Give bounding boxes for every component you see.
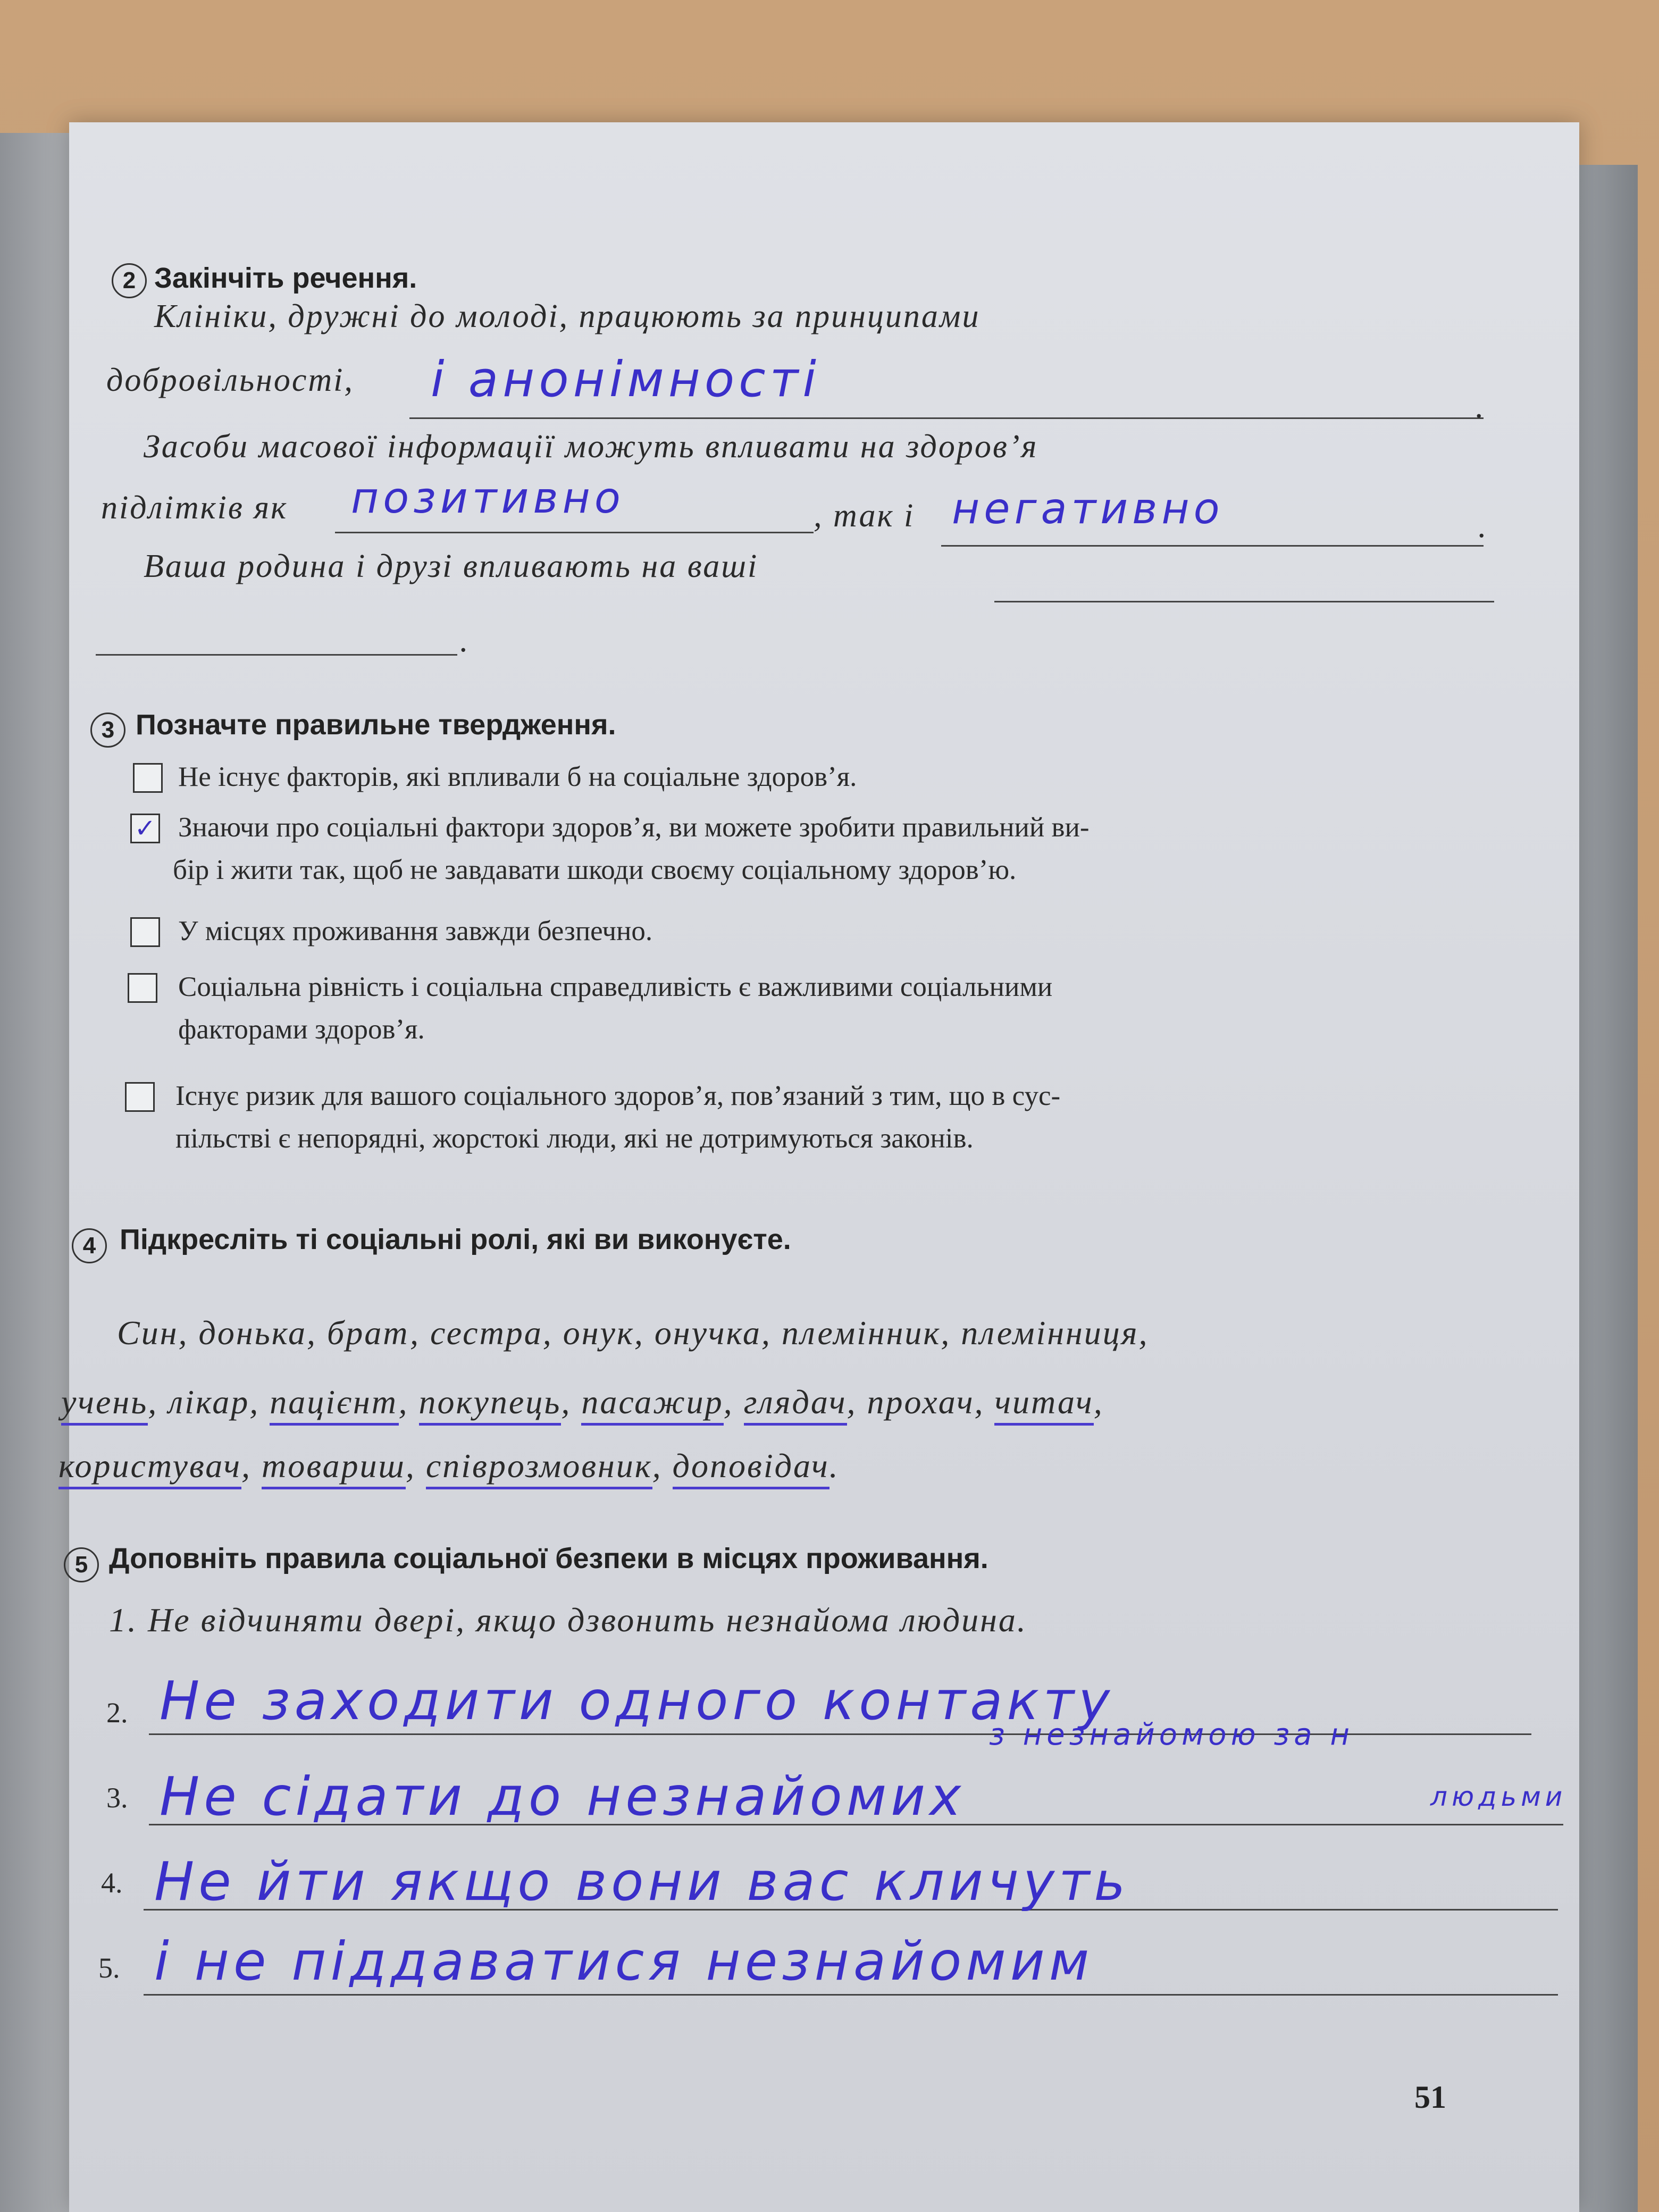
sentence-1-start: добровільності, (106, 362, 354, 398)
role-passenger[interactable]: пасажир (581, 1383, 723, 1426)
answer-line-1 (409, 417, 1484, 419)
sep: , (249, 1383, 260, 1421)
rule-3-number: 3. (106, 1782, 128, 1814)
sentence-1-text: Клініки, дружні до молоді, працюють за принципами (154, 298, 981, 334)
role-student[interactable]: учень (61, 1383, 148, 1426)
roles-line-2 (61, 1382, 1104, 1422)
statement-3-text: У місцях проживання завжди безпечно. (178, 916, 653, 946)
statement-1-text: Не існує факторів, які впливали б на соціальне здоров’я. (178, 761, 857, 792)
statement-1-checkbox[interactable] (133, 763, 163, 793)
sentence-2-text: Засоби масової інформації можуть впливати на здоров’я (144, 429, 1038, 465)
statement-4-checkbox[interactable] (128, 973, 157, 1003)
task-2-title: Закінчіть речення. (154, 262, 417, 294)
handwritten-rule-3: Не сідати до незнайомих (160, 1765, 966, 1828)
sep: , (398, 1383, 409, 1421)
sep: , (847, 1383, 857, 1421)
role-patient[interactable]: пацієнт (270, 1383, 398, 1426)
statement-2-text-cont: бір і жити так, щоб не завдавати шкоди своєму соціальному здоров’ю. (173, 854, 1017, 885)
sep: , (148, 1383, 158, 1421)
sentence-2-end: . (1478, 508, 1488, 544)
task-5-title: Доповніть правила соціальної безпеки в місцях проживання. (109, 1543, 988, 1574)
sep: , (561, 1383, 572, 1421)
statement-5-text-cont: пільстві є непорядні, жорстокі люди, які не дотримуються законів. (175, 1123, 974, 1154)
handwritten-rule-3-cont: людьми (1430, 1781, 1567, 1812)
sep: , (723, 1383, 734, 1421)
task-2-sentence-2 (144, 428, 1494, 466)
sentence-2-mid: , так і (814, 498, 915, 534)
role-buyer[interactable]: покупець (419, 1383, 562, 1426)
answer-line-3b (96, 654, 457, 656)
rule-5-line (144, 1994, 1558, 1996)
role-viewer[interactable]: глядач (744, 1383, 847, 1426)
roles-line-3 (58, 1446, 840, 1486)
role-reader[interactable]: читач (994, 1383, 1093, 1426)
roles-line-1: Син, донька, брат, сестра, онук, онучка, племінник, племінниця, (117, 1314, 1149, 1352)
safety-rule-1: 1. Не відчиняти двері, якщо дзвонить незнайома людина. (109, 1601, 1027, 1639)
task-4-title: Підкресліть ті соціальні ролі, які ви виконуєте. (120, 1224, 791, 1255)
task-5-number: 5 (64, 1547, 99, 1582)
answer-line-2a (335, 532, 814, 533)
sep: , (974, 1383, 985, 1421)
handwritten-rule-2-cont: з незнайомою за н (989, 1717, 1354, 1752)
sentence-2-start: підлітків як (101, 490, 288, 526)
role-speaker[interactable]: доповідач (673, 1447, 830, 1489)
statement-2-text: Знаючи про соціальні фактори здоров’я, ви можете зробити правильний ви- (178, 812, 1090, 843)
sentence-3-end: . (460, 623, 470, 659)
role-interlocutor[interactable]: співрозмовник (426, 1447, 652, 1489)
rule-2-number: 2. (106, 1697, 128, 1729)
answer-line-3a (994, 601, 1494, 602)
role-comrade[interactable]: товариш (262, 1447, 406, 1489)
task-3-title: Позначте правильне твердження. (136, 709, 616, 741)
sep: , (652, 1447, 663, 1485)
role-petitioner[interactable]: прохач (867, 1383, 975, 1421)
role-user[interactable]: користувач (58, 1447, 241, 1489)
answer-line-2b (941, 545, 1484, 547)
task-4-number: 4 (72, 1228, 107, 1263)
handwritten-rule-2: Не заходити одного контакту (160, 1670, 1115, 1732)
statement-3-checkbox[interactable] (130, 917, 160, 947)
statement-5-checkbox[interactable] (125, 1082, 155, 1112)
statement-4-text: Соціальна рівність і соціальна справедливість є важливими соціальними (178, 971, 1053, 1002)
handwritten-answer-1: і анонімності (431, 351, 820, 408)
sentence-1-end: . (1476, 389, 1486, 425)
role-doctor[interactable]: лікар (168, 1383, 250, 1421)
sep: , (241, 1447, 252, 1485)
page-number: 51 (1414, 2080, 1446, 2115)
task-2-sentence-3: Ваша родина і друзі впливають на ваші (144, 548, 759, 584)
task-3-number: 3 (90, 713, 125, 748)
handwritten-answer-2a: позитивно (351, 473, 625, 523)
handwritten-rule-5: і не піддаватися незнайомим (154, 1930, 1094, 1992)
back-page-edge (1579, 165, 1638, 2212)
statement-4-text-cont: факторами здоров’я. (178, 1014, 425, 1045)
workbook-page (58, 122, 1579, 2212)
handwritten-rule-4: Не йти якщо вони вас кличуть (154, 1850, 1130, 1913)
end-dot: . (829, 1447, 840, 1485)
statement-5-text: Існує ризик для вашого соціального здоров’я, пов’язаний з тим, що в сус- (175, 1080, 1061, 1111)
sep: , (1093, 1383, 1104, 1421)
sep: , (405, 1447, 416, 1485)
handwritten-answer-2b: негативно (952, 484, 1224, 533)
task-2-number: 2 (112, 263, 147, 298)
statement-2-checkbox[interactable]: ✓ (130, 814, 160, 843)
rule-4-number: 4. (101, 1867, 123, 1899)
rule-5-number: 5. (98, 1952, 120, 1984)
task-2-sentence-1 (154, 298, 1473, 336)
